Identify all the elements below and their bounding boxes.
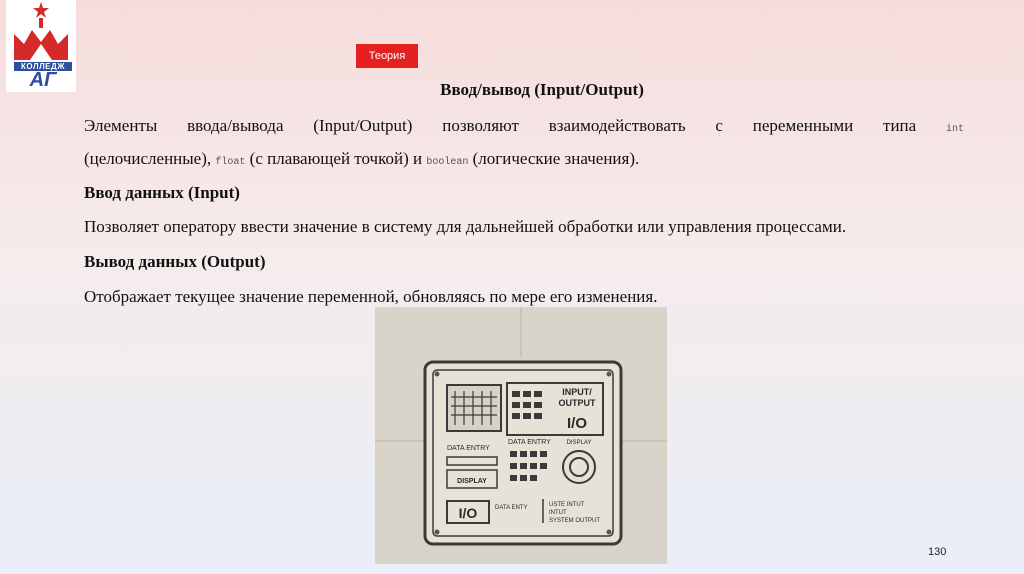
intro-line-2 bbox=[84, 149, 964, 169]
display-top-label: DISPLAY bbox=[566, 440, 592, 446]
intro-text-4: (логические значения). bbox=[472, 149, 640, 168]
college-logo bbox=[6, 0, 76, 92]
note-line1: USTE INTUT bbox=[549, 502, 585, 508]
code-boolean: boolean bbox=[426, 157, 469, 168]
io-title-line2: OUTPUT bbox=[558, 398, 596, 408]
intro-text-3: (с плавающей точкой) и bbox=[249, 149, 423, 168]
intro-text-2: (целочисленные), bbox=[84, 149, 212, 168]
note-line2: INTUT bbox=[549, 510, 567, 516]
input-heading: Ввод данных (Input) bbox=[84, 183, 240, 202]
intro-text-1: Элементы ввода/вывода (Input/Output) позволяют взаимодействовать с переменными типа bbox=[84, 116, 917, 135]
data-entry-mid-label: DATA ENTRY bbox=[508, 439, 551, 446]
page-number: 130 bbox=[928, 546, 947, 558]
output-heading: Вывод данных (Output) bbox=[84, 252, 266, 271]
slide-title: Ввод/вывод (Input/Output) bbox=[440, 80, 644, 99]
note-line3: SYSTEM OUTPUT bbox=[549, 518, 601, 524]
io-panel-illustration bbox=[375, 307, 667, 564]
data-entry-bottom-label: DATA ENTY bbox=[495, 505, 528, 511]
code-int: int bbox=[946, 124, 965, 135]
display-left-label: DISPLAY bbox=[457, 478, 487, 485]
io-title-line3: I/O bbox=[566, 415, 588, 432]
kremlin-star-icon bbox=[6, 0, 76, 64]
io-panel-drawing bbox=[375, 307, 667, 564]
logo-monogram: АГ bbox=[29, 69, 57, 91]
input-text: Позволяет оператору ввести значение в систему для дальнейшей обработки или управления процессами. bbox=[84, 217, 847, 236]
io-box-label: I/O bbox=[458, 505, 478, 521]
data-entry-left-label: DATA ENTRY bbox=[447, 445, 490, 452]
logo-caption: КОЛЛЕДЖ bbox=[14, 62, 72, 71]
output-text: Отображает текущее значение переменной, обновляясь по мере его изменения. bbox=[84, 287, 658, 306]
code-float: float bbox=[215, 157, 246, 168]
io-title-line1: INPUT/ bbox=[562, 387, 592, 397]
intro-line-1 bbox=[84, 116, 964, 136]
theory-badge: Теория bbox=[356, 44, 418, 68]
